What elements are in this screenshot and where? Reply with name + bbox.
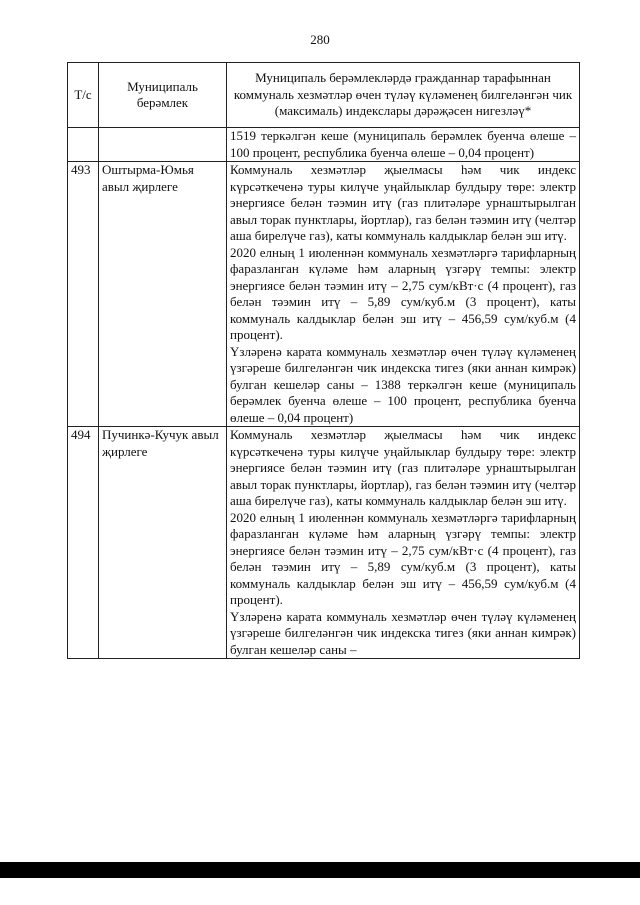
- description-paragraph: 2020 елның 1 июленнән коммуналь хезмәтләргә тарифларның фаразланган күләме һәм аларның үзгәрү темпы: электр энергиясе белән тәэмин итү – 2,75 сум/кВт·с (4 процент), газ белән тәэмин итү – 5,89 сум/куб.м (3 процент), каты коммуналь калдыклар белән эш итү – 456,59 сум/куб.м (4 процент).: [230, 244, 576, 342]
- header-num: Т/с: [68, 63, 99, 128]
- description-cell: [227, 162, 580, 427]
- index-table: [67, 62, 580, 659]
- row-number: 493: [68, 162, 99, 427]
- header-municipality: Муниципаль берәмлек: [99, 63, 227, 128]
- row-number: 494: [68, 427, 99, 659]
- table-header-row: [68, 63, 580, 128]
- description-paragraph: Үзләренә карата коммуналь хезмәтләр өчен түләү күләменең үзгәреше билгеләнгән чик индекска тигез (яки аннан кимрәк) булган кешеләр саны – 1388 теркәлгән кеше (муниципаль берәмлек буенча өлеше – 100 процент, республика буенча өлеше – 0,04 процент): [230, 343, 576, 425]
- table-row: [68, 162, 580, 427]
- continuation-text: 1519 теркәлгән кеше (муниципаль берәмлек буенча өлеше – 100 процент, республика буенча өлеше – 0,04 процент): [227, 128, 580, 162]
- description-cell: [227, 427, 580, 659]
- continuation-row: [68, 128, 580, 162]
- municipality-name: Оштырма-Юмья авыл җирлеге: [99, 162, 227, 427]
- header-description: Муниципаль берәмлекләрдә гражданнар тарафыннан коммуналь хезмәтләр өчен түләү күләменең билгеләнгән чик (максималь) индекслары дәрәҗәсен нигезләү*: [227, 63, 580, 128]
- page-number: 280: [310, 32, 330, 47]
- description-paragraph: 2020 елның 1 июленнән коммуналь хезмәтләргә тарифларның фаразланган күләме һәм аларның үзгәрү темпы: электр энергиясе белән тәэмин итү – 2,75 сум/кВт·с (4 процент), газ белән тәэмин итү – 5,89 сум/куб.м (3 процент), каты коммуналь калдыклар белән эш итү – 456,59 сум/куб.м (4 процент).: [230, 509, 576, 607]
- continuation-name-cell: [99, 128, 227, 162]
- description-paragraph: Үзләренә карата коммуналь хезмәтләр өчен түләү күләменең үзгәреше билгеләнгән чик индекска тигез (яки аннан кимрәк) булган кешеләр саны –: [230, 608, 576, 657]
- scan-edge-bar: [0, 862, 640, 878]
- table-row: [68, 427, 580, 659]
- description-paragraph: Коммуналь хезмәтләр җыелмасы һәм чик индекс күрсәткеченә туры килүче уңайлыклар булдыру төре: электр энергиясе белән тәэмин итү (газ плитәләре урнаштырылган авыл торак пунктлары, йортлар), газ белән тәэмин итү (челтәр аша бирелүче газ), каты коммуналь калдыклар белән эш итү.: [230, 427, 576, 508]
- continuation-num-cell: [68, 128, 99, 162]
- municipality-name: Пучинкә-Кучук авыл җирлеге: [99, 427, 227, 659]
- description-paragraph: Коммуналь хезмәтләр җыелмасы һәм чик индекс күрсәткеченә туры килүче уңайлыклар булдыру төре: электр энергиясе белән тәэмин итү (газ плитәләре урнаштырылган авыл торак пунктлары, йортлар), газ белән тәэмин итү (челтәр аша бирелүче газ), каты коммуналь калдыклар белән эш итү.: [230, 162, 576, 243]
